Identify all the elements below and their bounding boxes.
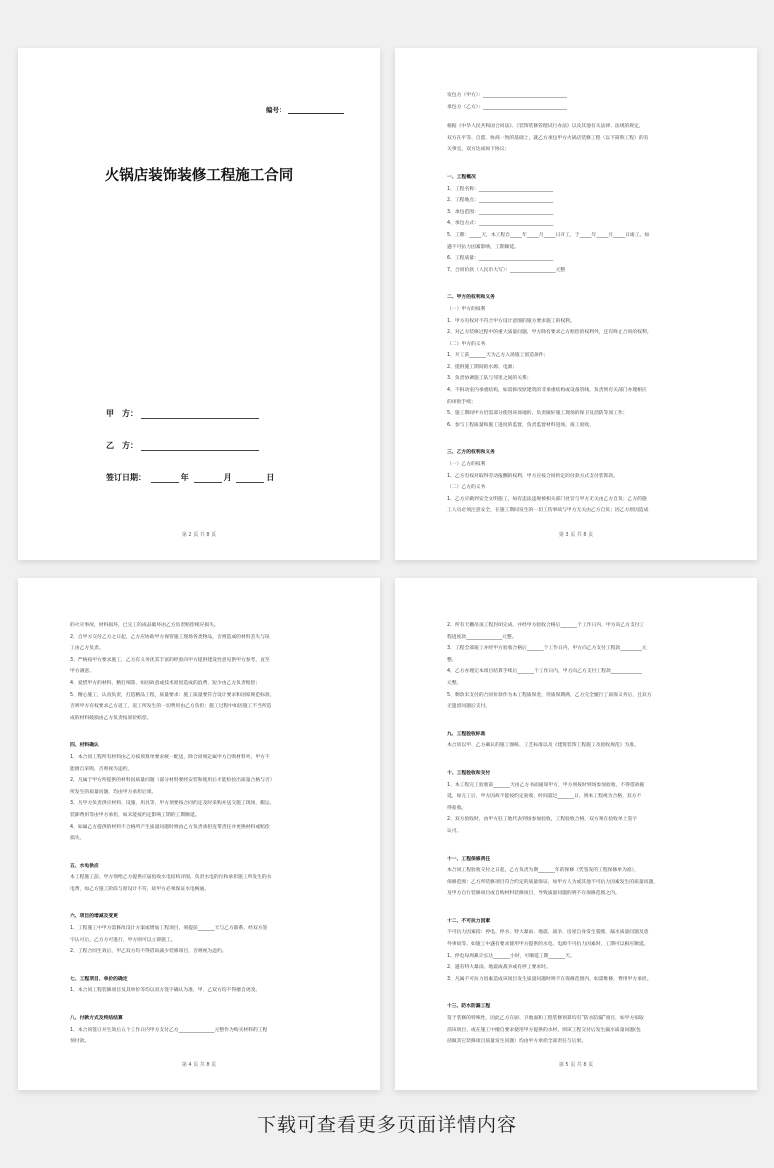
text-line: 1、本合同工程装修项目及其单价等均以双方签字确认为准，甲、乙双方均不得擅自更改。 [70,988,261,994]
year-blank [151,475,179,483]
text-line: 2、工程地点：_______________________________ [447,198,554,204]
text-line: 2、凡属于甲方所提供的材料因质量问题（部分材料要经安装和使用后才能检验出质量合格与否） [70,778,275,784]
party-b-label: 乙 方： [106,441,138,450]
text-line: 成的材料破损由乙方负责按原价赔偿。 [70,715,152,721]
contract-page-5 [395,578,757,1090]
section-heading: 九、工程验收标准 [447,731,486,737]
text-line: 1、乙方应做到安全文明施工，如有违法违规被相关部门处罚与甲方无关由乙方自负；乙方的施 [447,496,647,502]
section-heading: 七、工程项目、单价的确定 [70,976,128,982]
paragraph-gap [70,895,340,903]
text-line: 的火灾事故，材料损坏，已完工的成品破坏由乙方负责赔偿相应损失。 [70,623,219,628]
page-number: 第 2 页 共 8 页 [181,532,217,538]
contract-number-blank [288,107,344,114]
day-label: 日 [266,473,275,482]
text-line: 装卸费用等由甲方承担，如未能按约定影响工期的工期顺延。 [70,812,200,818]
text-line: 整。 [447,657,457,663]
text-line: 4、乙方办理完本项目结算手续后_______个工作日内，甲方向乙方支付工程款_____________ [447,669,642,675]
text-line: 2、遇有特大暴雨、地震或战争或有停工要求时。 [447,965,551,971]
text-line: 能擅自采购，否则视为违约。 [70,766,133,772]
paragraph-gap [70,958,340,966]
text-line: 承包方（乙方）：___________________________________ [447,104,567,110]
text-line: 延，如完工后，甲方因故不能按约定验收，时间超过_______日，则本工程视为合格，双方不 [447,794,642,800]
section-heading: 三、乙方的权利和义务 [447,450,495,456]
text-line: 无遗留问题后支付。 [447,704,491,710]
paragraph-gap [447,838,717,846]
text-line: （二）乙方的义务 [447,485,486,491]
section-heading: 二、甲方的权利和义务 [447,295,495,301]
text-line: 3、承包范围：_______________________________ [447,209,554,215]
text-line: 消该项目，或在施工中擅自要求使用甲方提供的水材，则该工程交付后发生漏水质量问题(包 [447,1027,641,1033]
text-line: 不可抗力因素指：停电、停水、特大暴雨、地震、战争，房屋自身发生裂缝、漏水质量问题及意 [447,930,649,936]
party-b-field [106,440,259,451]
party-a-label: 甲 方： [106,409,138,418]
paragraph-gap [447,752,717,760]
text-line: 2、对乙方装修过程中的重大质量问题，甲方除有要求乙方赔偿的权利外，还有终止合同的权利。 [447,330,652,336]
text-line: 5、工期：_____天，本工程自_____年_____月_____日开工，于_____年_____月_____日竣工。如 [447,232,650,238]
text-line: 所发生的质量问题，均由甲方承担后果。 [70,789,157,795]
paragraph-gap [447,156,717,164]
text-line: 2、自甲方交付乙方之日起，乙方应协助甲方保管施工现场各类物品，否则造成的材料丢失与误 [70,634,270,640]
section-heading: 十、工程验收和交付 [447,770,491,776]
contract-number [266,105,344,114]
text-line: 6、参与工程质量和施工进度的监督，负责监督材料进场，竣工验收。 [447,422,594,428]
text-line: 1、工程名称：_______________________________ [447,186,554,192]
text-line: 本合同以甲、乙方确认的施工图纸、工艺标准以及《建筑装饰工程施工及验收规范》为准。 [447,743,639,749]
month-label: 月 [223,473,232,482]
year-label: 年 [180,473,189,482]
text-line: 及甲方自行装修项目或自购材料装修项目，导致质量问题的则不在保修范围之内。 [447,891,620,897]
text-line: 4、承包方式：_______________________________ [447,221,554,227]
text-line: 否则甲方有权要求乙方返工，返工所发生的一切费用由乙方负担；施工过程中如因施工不当所造 [70,704,272,710]
text-line: 3、负责协调施工队与邻里之间的关系； [447,376,532,382]
text-line: 1、开工前_______天为乙方入场施工创造条件； [447,353,549,359]
text-line: 外事故等。如施工中遇有要求使用甲方提供的水电、电源不可抗力因素时，工期可以相应顺延。 [447,942,649,948]
page-number: 第 4 页 共 8 页 [181,1062,217,1068]
text-line: 7、合同价款（人民币大写）：___________________元整 [447,267,566,273]
text-line: 1、乙方有权对取得劳动报酬的权利，甲方应按合同约定的付款方式支付装饰款。 [447,473,618,479]
text-line: 保修范围：乙方所装修项目符合约定的质量保证，如甲方人为或其他不可抗力因素发生的质量问题， [447,879,659,885]
text-line: 本工程施工前，甲方须给乙方提供应届验收水电结构详图，负责水电的位和承担施工所发生的水 [70,875,272,881]
text-line: 2、工程合同生效后，甲乙双方均不得借故减少装修项目，否则视为违约。 [70,949,227,955]
text-line: 损失。 [70,836,85,842]
page-number: 第 3 页 共 8 页 [558,532,594,538]
paragraph-gap [447,113,717,121]
paragraph-gap [447,713,717,721]
text-line: 根据《中华人民共和国合同法》、《装饰装修管理试行办法》以及其他有关法律、法规的规定， [447,124,644,130]
text-line: 发包方（甲方）：___________________________________ [447,93,567,98]
contract-cover-page [18,48,380,560]
paragraph-gap [447,276,717,284]
section-heading: 一、工程概况 [447,174,476,180]
day-blank [236,475,264,483]
text-line: （一）乙方的权利 [447,462,486,468]
text-line: 2、所有天棚吊顶工程封闭完成、并经甲方验收合格后_______个工作日内，甲方向乙方支付工 [447,623,645,628]
section-heading: 四、材料确认 [70,743,99,749]
paragraph-gap [447,900,717,908]
contract-page-3 [395,48,757,560]
text-line: 3、严格按甲方要求施工，乙方有义务优其丰富的经验向甲方提供建设性意见供甲方参考，直至 [70,657,270,663]
text-line: 遇不可抗力因素影响，工期顺延。 [447,244,519,250]
text-line: 1、停电每周累计长达_______小时，可顺延工期_______天。 [447,953,575,959]
text-line: 关事宜，双方达成如下协议： [447,147,510,153]
text-line: 6、工程质量：_______________________________ [447,256,554,262]
section-heading: 八、付款方式及终结结算 [70,1016,123,1022]
text-line: 4、爱惜甲方的材料，精打细算，如因故意或技术原因造成的浪费、短少由乙方负责赔偿； [70,680,261,686]
text-line: 1、本工程完工验收前_______天由乙方书面通知甲方，甲方须按时到场参加验收，不得借故拖 [447,782,645,788]
text-line: 3、凡甲方负责供应材料、设施、用具等，甲方须要按合同约定及时采购并送交施工现场，搬运、 [70,801,275,807]
text-line: 签于装修的特殊性，因此乙方在厨、卫地面和工程装修预算均有“防水防漏”项目，如甲方拟取 [447,1016,644,1022]
section-heading: 十三、防水防漏工程 [447,1004,491,1010]
text-line: 工由乙方负责。 [70,646,104,652]
text-line: 预付款。 [70,1039,90,1045]
text-line: 1、本合同签订并生效后五个工作日内甲方支付乙方_______________元整作为购买材料的工程 [70,1027,268,1033]
party-a-field [106,408,259,419]
text-line: 3、凡属不可抗力因素造成该项目发生质量问题时则不在保修范围内，如需维修，费用甲方承担。 [447,976,652,982]
paragraph-gap [70,845,340,853]
text-line: 2、提供施工期间的水源、电源； [447,364,518,370]
page-3-body [447,90,717,517]
section-heading: 十一、工程保修责任 [447,856,491,862]
text-line: 的审批手续； [447,399,476,405]
page-number: 第 5 页 共 8 页 [558,1062,594,1068]
download-more-caption: 下载可查看更多页面详情内容 [256,1114,517,1136]
page-5-body [447,620,717,1048]
paragraph-gap [447,985,717,993]
sign-date-label: 签订日期： [106,473,146,482]
text-line: 5、剩余未支付的合同价款作为本工程质保金，待质保期满，乙方完全履行了质保义务后，且双方 [447,692,652,698]
text-line: 3、工程全部竣工并经甲方验收合格后_______个工作日内，甲方向乙方支付工程款_________元 [447,646,647,652]
sign-date-field [106,472,274,483]
text-line: 程进度款_______________元整。 [447,634,517,640]
text-line: 电费，如乙方施工阶段与原设计不符，故甲方必须保证水电畅通。 [70,886,210,892]
text-line: 本合同工程验收交付之日起，乙方负责为期_______年的保修（凭签发的工程保修单为准）， [447,868,639,874]
text-line: 1、工程施工中甲方需修改设计方案或增加工程项目，须提前_______天与乙方联系，经双方签 [70,926,268,932]
text-line: 1、甲方有权对不符合甲方设计意图的施方要求施工的权利。 [447,318,575,324]
text-line: 字认可后，乙方方可进行，甲方则可以立即施工。 [70,937,176,943]
text-line: 工人员必须注意安全，在施工期间发生的一切工伤事故与甲方无关由乙方自负；因乙方原因造成 [447,508,649,514]
section-heading: 五、水电供应 [70,863,99,869]
text-line: 4、如属乙方提供的材料不合格所产生质量问题时则由乙方负责承担连带责任并更换材料或赔偿 [70,824,270,830]
text-line: （一）甲方的权利 [447,306,486,312]
contract-number-label: 编号： [266,106,286,114]
text-line: 甲方满意。 [70,669,94,675]
contract-page-4 [18,578,380,1090]
text-line: 5、精心施工，认真负责，打造精品工程，质量要求：施工质量要符合设计要求和国家规范标准， [70,692,275,698]
text-line: 认可。 [447,828,462,834]
text-line: 元整。 [447,680,462,686]
text-line: 括做其它装修项目质量发生问题）均由甲方承担全部责任与后果。 [447,1039,587,1045]
party-a-blank [141,411,259,419]
paragraph-gap [447,431,717,439]
section-heading: 十二、不可抗力因素 [447,918,491,924]
text-line: 5、施工期间甲方仍需部分使用该场地的，负责做好施工现场的保卫及消防等项工作； [447,411,628,417]
paragraph-gap [70,724,340,732]
page-4-body [70,620,340,1048]
text-line: （二）甲方的义务 [447,341,486,347]
text-line: 得验收。 [447,805,467,811]
text-line: 1、本合同工程所有材料由乙方按预算单要求统一配送，除合同规定属甲方自购材料外，甲方不 [70,754,270,760]
contract-title: 火锅店装饰装修工程施工合同 [104,168,294,184]
text-line: 双方在平等、自愿、协商一致的基础上，就乙方承包甲方火锅店装修工程（以下简称工程）的有 [447,135,649,141]
party-b-blank [141,443,259,451]
paragraph-gap [70,997,340,1005]
month-blank [194,475,222,483]
section-heading: 六、项目的增减及变更 [70,914,118,920]
text-line: 2、双方验收时，由甲方驻工地代表到场参加验收，工程验收合格，双方须在验收单上签字 [447,817,638,823]
text-line: 4、不拆动室内承重结构，如需拆改原建筑的非承重结构或设备管线，负责到有关部门办理相应 [447,388,647,394]
